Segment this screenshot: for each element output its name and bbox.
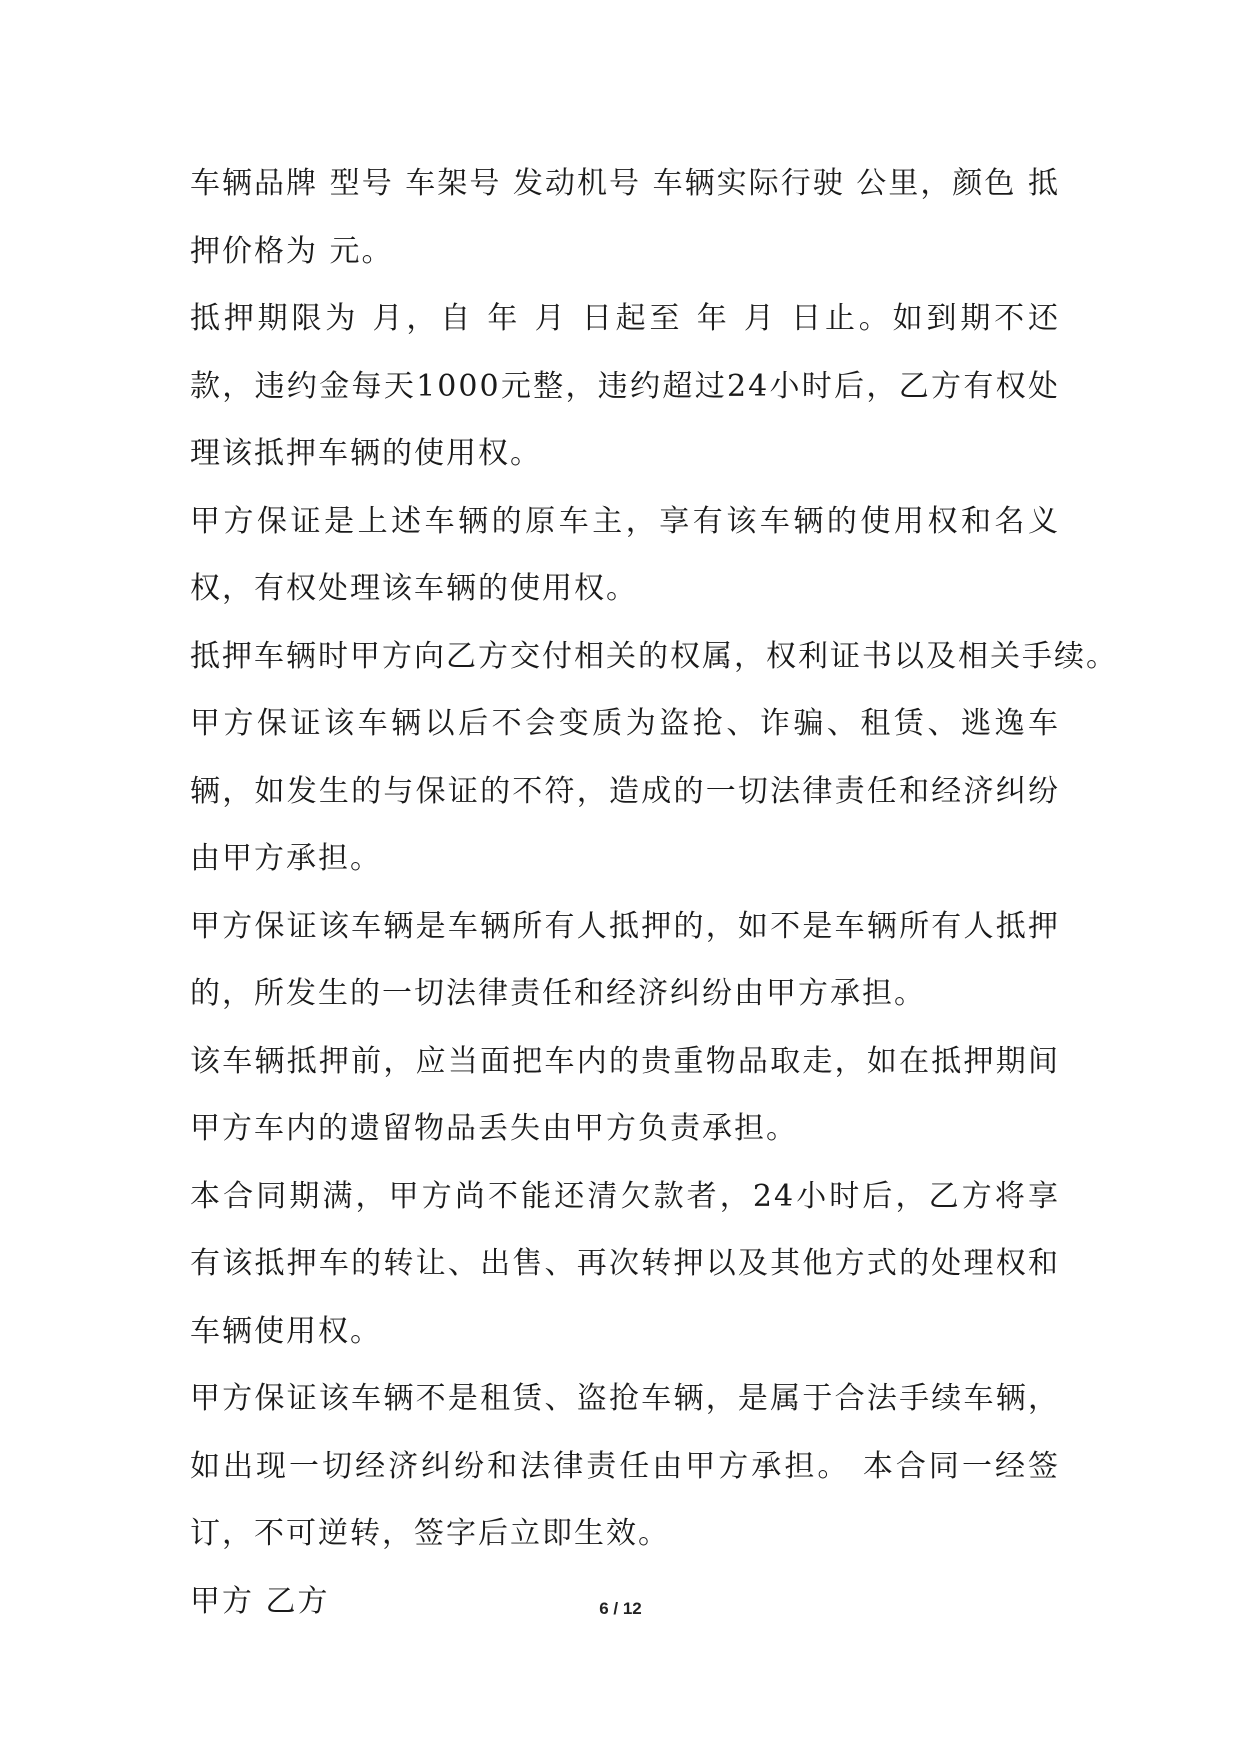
paragraph-mortgage-term: 抵押期限为 月，自 年 月 日起至 年 月 日止。如到期不还款，违约金每天1000元整，违约超过24小时后，乙方有权处理该抵押车辆的使用权。 [190, 301, 1060, 471]
paragraph-no-illegal-status: 甲方保证该车辆以后不会变质为盗抢、诈骗、租赁、逃逸车辆，如发生的与保证的不符，造成的一切法律责任和经济纠纷由甲方承担。 [190, 706, 1060, 876]
paragraph-owner-mortgage: 甲方保证该车辆是车辆所有人抵押的，如不是车辆所有人抵押的，所发生的一切法律责任和经济纠纷由甲方承担。 [190, 908, 1060, 1011]
paragraph-signature-parties: 甲方 乙方 [190, 1583, 330, 1619]
document-body [190, 150, 1118, 1635]
paragraph-owner-guarantee: 甲方保证是上述车辆的原车主，享有该车辆的使用权和名义权，有权处理该车辆的使用权。 [190, 503, 1060, 606]
paragraph-contract-expiry: 本合同期满，甲方尚不能还清欠款者，24小时后，乙方将享有该抵押车的转让、出售、再次转押以及其他方式的处理权和车辆使用权。 [190, 1178, 1060, 1349]
paragraph-legal-vehicle: 甲方保证该车辆不是租赁、盗抢车辆，是属于合法手续车辆，如出现一切经济纠纷和法律责任由甲方承担。 本合同一经签订，不可逆转，签字后立即生效。 [190, 1381, 1060, 1551]
paragraph-valuables: 该车辆抵押前，应当面把车内的贵重物品取走，如在抵押期间甲方车内的遗留物品丢失由甲方负责承担。 [190, 1043, 1060, 1146]
paragraph-delivery-documents: 抵押车辆时甲方向乙方交付相关的权属，权利证书以及相关手续。 [190, 638, 1118, 674]
paragraph-vehicle-info: 车辆品牌 型号 车架号 发动机号 车辆实际行驶 公里，颜色 抵押价格为 元。 [190, 166, 1060, 269]
page-number: 6 / 12 [599, 1599, 642, 1618]
